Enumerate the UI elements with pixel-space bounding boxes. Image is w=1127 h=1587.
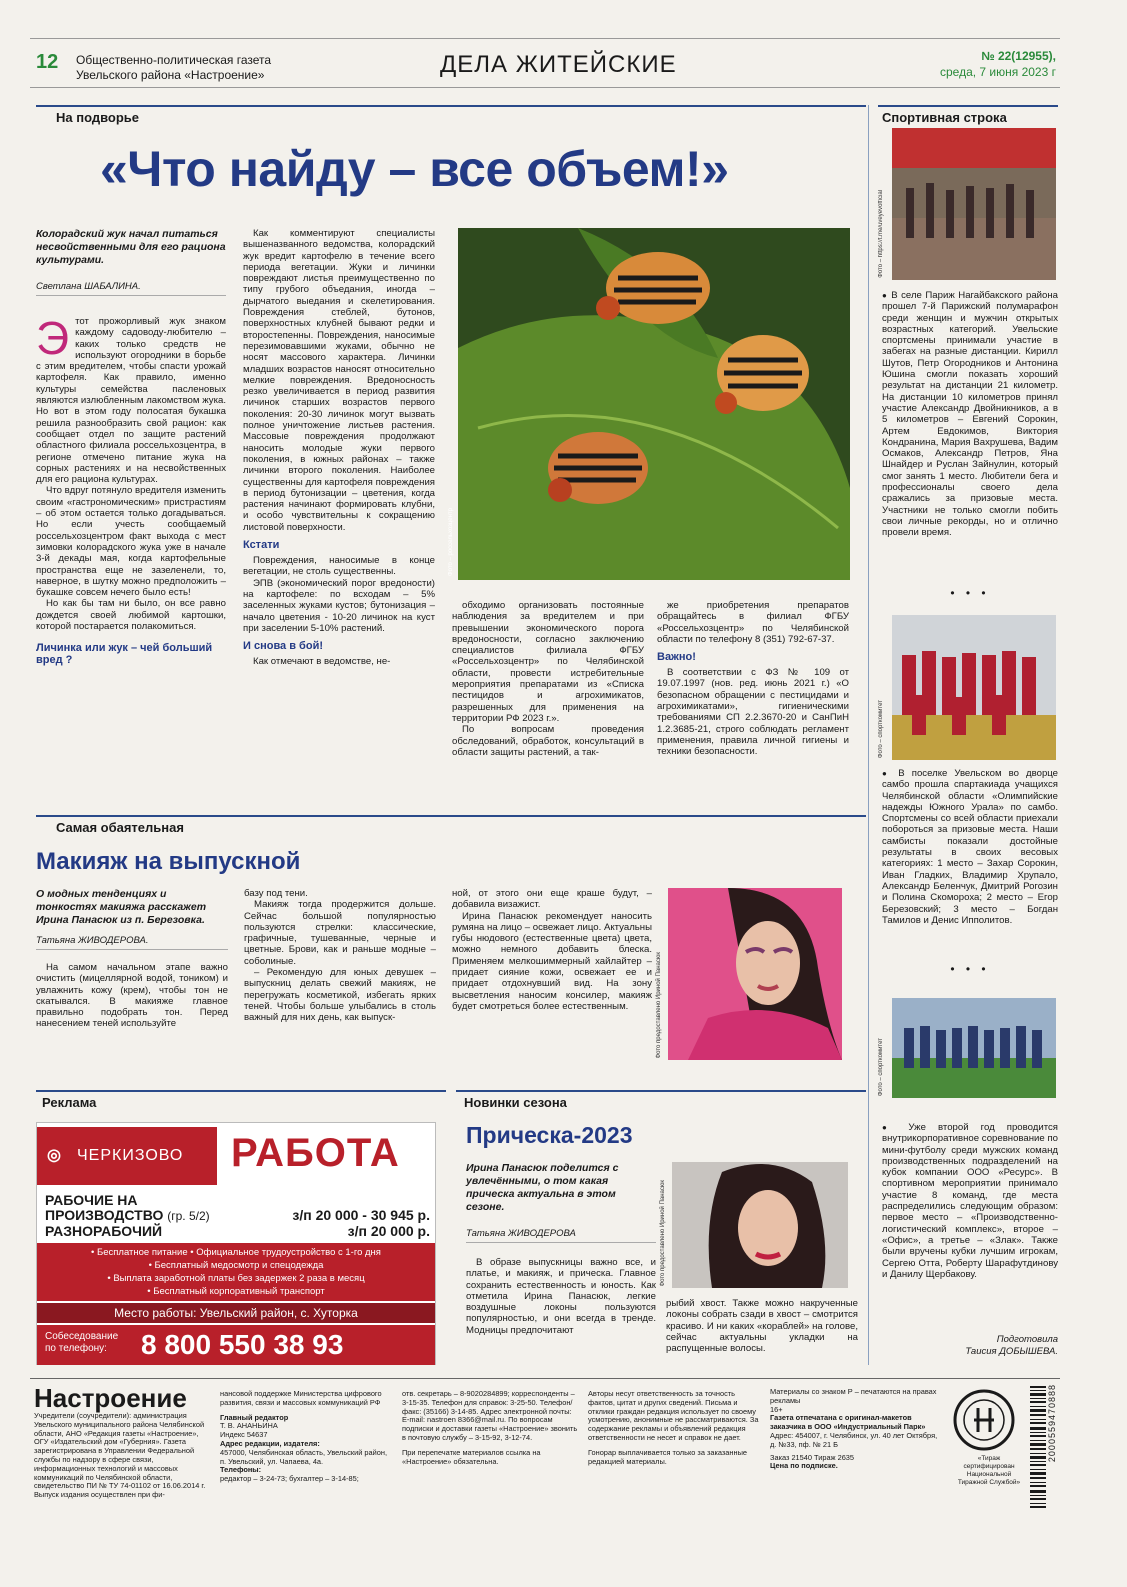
makeup-column-2 [244,888,436,1024]
footer-price: Цена по подписке. [770,1461,838,1471]
ad-benefit-4: • Бесплатный корпоративный транспорт [147,1286,325,1297]
ad-line2-note: (гр. 5/2) [167,1209,210,1223]
barcode-icon [1030,1384,1046,1510]
makeup-lead: О модных тенденциях и тонкостях макияжа расскажет Ирина Панасюк из п. Березовка. [36,888,207,926]
circulation-seal [952,1388,1026,1487]
beetle-rubric: На подворье [36,105,866,125]
beetle-col2-p1: Как комментируют специалисты вышеназванного ведомства, колорадский жук вредит картофелю в течение всего периода вегетации. Жуки и личинки повреждают листья преимущественно по типу грубого объедания, иногда –дырчатого выедания и скелетирования. Повреждения стеблей, бутонов, поверхностных клубней бывают редки и второстепенны. Повреждения, наносимые перезимовавшими жуками, обычно не носят массового характера. Личинки младших возрастов наносят относительно мелкие повреждения. Вредоносность резко увеличивается в период развития личинок старших возрастов первого поколения: 20-30 личинок могут вызвать полное уничтожение листьев растения. Массовые повреждения продолжают наносить молодые жуки первого поколения, в южных районах – также личинки второго поколения. Наиболее существенны для картофеля повреждения в период бутонизации – цветения, когда растения начинают формировать клубни, и особо чувствительны к сокращению листовой поверхности. [243,228,435,533]
issue-date: среда, 7 июня 2023 г [939,65,1056,79]
ad-phone[interactable]: 8 800 550 38 93 [141,1329,344,1360]
ad-line3-pay: з/п 20 000 р. [347,1223,430,1239]
beetle-col2-p2: Повреждения, наносимые в конце вегетации, не столь существенны. [243,555,435,578]
page-header [30,38,1060,88]
ad-line3-label: РАЗНОРАБОЧИЙ [45,1223,163,1239]
footer-phones-label: Телефоны: [220,1465,262,1475]
ad-line2-label: ПРОИЗВОДСТВО [45,1207,164,1223]
hair-col1: В образе выпускницы важно все, и платье, и макияж, и прическа. Главное сохранить естественность и юность. Как отметила Ирина Панасюк, легкие воздушные локоны пользуются популярностью, и они всегда в тренде. Модницы предпочитают [466,1257,656,1336]
sport-rubric: Спортивная строка [878,105,1058,125]
beetle-col1-p1: тот прожорливый жук знаком каждому садоводу-любителю – каких только средств не используют огородники в борьбе с этим вредителем, чтобы спасти урожай картофеля. Как правило, именно культуры семейства пасленовых являются излюбленным лакомством жука. Но вот в этом году полосатая букашка решила разнообразить свой рацион: как сообщает отдел по защите растений областного филиала россельхозцентра, в регионе отмечено питание жука на сорных растениях и на несвойственных для его рациона культурах. [36,316,226,486]
footer-divider [30,1378,1060,1379]
ad-line1: РАБОЧИЕ НА [45,1192,138,1208]
ad-workplace: Место работы: Увельский район, с. Хуторка [37,1303,435,1323]
beetle-3 [548,432,648,504]
footer-index: Индекс 54637 [220,1430,268,1440]
beetle-subhead-2: Кстати [243,539,280,552]
ad-interview-label-1: Собеседование [45,1331,119,1342]
beetle-col1-text [36,312,226,633]
sport-item-3-text: Уже второй год проводится внутрикорпоративное соревнование по мини-футболу среди мужских команд производственных подразделений на кубок компании ООО «Ресурс». В спортивном мероприятии принимало участие 8 команд, где места распределились следующим образом: первое место – «Производственно-логистический комплекс», второе – «Офис», а третье – «Злак». Также были вручены кубки лучшим игрокам, Сергею Отта, Роберту Шарафутдинову и Данилу Щербакову. [882,1122,1058,1280]
footer-block [30,1384,1060,1514]
ad-interview [37,1325,435,1365]
makeup-col1: На самом начальном этапе важно очистить (мицеллярной водой, тоником) и увлажнить кожу (крем), чтобы тон не скатывался. В макияже главное правильно подобрать тон. Перед нанесением теней используйте [36,962,228,1030]
seal-note: «Тираж сертифицирован Национальной Тиражной Службой» [957,1454,1021,1486]
makeup-rubric: Самая обаятельная [36,815,866,835]
makeup-column-1 [36,888,228,1030]
ad-benefit-2: • Бесплатный медосмотр и спецодежда [148,1260,324,1271]
footer-printed-address: Адрес: 454007, г. Челябинск, ул. 40 лет Октября, д. №33, пф. № 21 Б [770,1430,938,1449]
barcode [1030,1384,1058,1510]
footer-contacts: отв. секретарь – 8-9020284899; корреспонденты – 3-15-35. Телефон для справок: 3-25-50. Телефон/факс: (35166) 3-14-85. Адрес электронной почты: E-mail: nastroen 8366@mail.ru. По вопросам подписки и доставки газеты «Настроение» звонить в почтовую службу – 3-15-92, 3-12-74. [402,1389,578,1442]
makeup-photo-credit: Фото предоставлено Ириной Панасюк [656,951,662,1058]
football-team-image [892,998,1056,1098]
beetle-title: «Что найду – все объем!» [100,141,729,197]
ad-rubric: Реклама [36,1090,446,1110]
footer-disclaimer: Авторы несут ответственность за точность фактов, цитат и других сведений. Письма и отклики граждан редакция использует по своему усмотрению, анонимные не рассматриваются. За содержание рекламы и объявлений редакция ответственности не несет и справок не дает. [588,1389,759,1442]
footer-col-5 [770,1388,944,1471]
beetle-subhead-4: Важно! [657,651,696,664]
hair-title: Прическа-2023 [466,1122,633,1148]
makeup-portrait-image [668,888,842,1060]
beetle-col4-p2: В соответствии с ФЗ № 109 от 19.07.1997 (нов. ред. июнь 2021 г.) «О безопасном обращении с пестицидами и агрохимикатами», гигиеническими требованиями СП 2.2.3670-20 и СанПиН 1.2.3685-21, строго соблюдать регламент применения, правила личной гигиены и техники безопасности. [657,667,849,758]
beetle-col2-p3: ЭПВ (экономический порог вредоности) на картофеле: по всходам – 5% заселенных жуками кустов; бутонизация – начало цветения - 10-20 личинок на куст при заселении 5-10% растений. [243,577,435,634]
footer-editor-name: Т. В. АНАНЬИНА [220,1421,278,1431]
footer-editor-label: Главный редактор [220,1412,289,1422]
makeup-column-3 [452,888,652,1012]
beetle-col3-p1: обходимо организовать постоянные наблюдения за вредителем и при превышении экономического порога вредоносности, согласно заключению специалистов филиала ФГБУ «Россельхозцентр» по Челябинской области, провести истребительные мероприятия препаратами из «Списка пестицидов и агрохимикатов, разрешенных для применения на территории РФ 2023 г.». [452,600,644,724]
beetle-author: Светлана ШАБАЛИНА. [36,281,226,296]
hair-rubric: Новинки сезона [456,1090,866,1110]
ad-benefits [37,1243,435,1301]
footer-ad-mark: Материалы со знаком Р – печатаются на правах рекламы [770,1387,937,1405]
sambo-team-image [892,615,1056,760]
hair-portrait-image [672,1162,848,1288]
sport-divider [868,105,869,1365]
makeup-col2-p2: Макияж тогда продержится дольше. Сейчас большой популярностью пользуются стрелки: классические, графичные, тушеванные, черные и цветные. Брови, как и раньше модные – соболиные. [244,899,436,967]
footer-founders: Учредители (соучредители): администрация Увельского муниципального района Челябинской области, АНО «Редакция газеты «Настроение», ОГУ «Издательский дом «Губерния». Газета зарегистрирована в Управлении Федеральной службы по надзору в сфере связи, информационных технологий и массовых коммуникаций по Челябинской области, свидетельство ПИ № ТУ 74-01102 от 16.06.2014 г. Выпуск издания осуществлен при фи- [34,1411,206,1500]
beetle-col1-p2: Что вдруг потянуло вредителя изменить своим «гастрономическим» пристрастиям – об этом остается только догадываться. Но если учесть сообщаемый россельхозцентром факт выхода с мест зимовки колорадского жука уже в начале 3-й декады мая, когда картофельные пространства еще не зазеленели, то, наверное, в шутку можно предположить – букашке совсем нечего было есть! [36,485,226,599]
marathon-image [892,128,1056,280]
makeup-col2-p3: – Рекомендую для юных девушек – выпускниц делать свежий макияж, не перегружать косметикой, избегать ярких теней. Чтобы больше улыбались в столь важный для них день, как выпуск- [244,967,436,1024]
beetle-leaf-image [458,228,850,580]
ad-line2-pay: з/п 20 000 - 30 945 р. [292,1207,430,1223]
beetle-column-4 [657,600,849,758]
page-number: 12 [36,51,59,73]
hair-photo-credit: Фото предоставлено Ириной Панасюк [660,1179,666,1286]
hair-col2: рыбий хвост. Также можно накрученные локоны собрать сзади в хвост – смотрится красиво. И ни каких «кораблей» на голове, сейчас актуальны укладки на распущенные волосы. [666,1298,858,1355]
ad-headline: РАБОТА [231,1131,400,1175]
sport-photo-2-credit: Фото – спорткомитет [878,699,884,758]
seal-icon [952,1388,1016,1452]
beetle-subhead-1: Личинка или жук – чей больший вред ? [36,642,213,667]
footer-printed-label: Газета отпечатана с оригинал-макетов заказчика в ООО «Индустриальный Парк» [770,1413,926,1432]
beetle-dropcap: Э [36,312,70,364]
beetle-lead: Колорадский жук начал питаться несвойственными для его рациона культурами. [36,228,226,266]
hair-column-1 [466,1162,656,1336]
footer-col-2 [220,1390,392,1484]
footer-col-3 [402,1390,578,1466]
hair-photo [660,1162,848,1288]
footer-logo: Настроение [34,1383,187,1413]
footer-col-1 [34,1384,210,1500]
footer-phones: редактор – 3-24-73; бухгалтер – 3-14-85; [220,1474,359,1484]
footer-reprint: При перепечатке материалов ссылка на «Настроение» обязательна. [402,1447,541,1466]
footer-address-label: Адрес редакции, издателя: [220,1438,320,1448]
ad-benefit-3: • Выплата заработной платы без задержек 2 раза в месяц [107,1273,365,1284]
makeup-title: Макияж на выпускной [36,848,301,875]
sport-dots-1: • • • [950,586,990,600]
barcode-number: 2000559470888 [1047,1384,1057,1463]
sport-dots-2: • • • [950,962,990,976]
makeup-photo [656,888,842,1060]
paper-line-2: Увельского района «Настроение» [76,68,265,82]
footer-fee: Гонорар выплачивается только за заказанные редакцией материалы. [588,1447,747,1466]
ad-job-1 [45,1193,430,1239]
beetle-column-2 [243,228,435,667]
sport-item-2-text: В поселке Увельском во дворце самбо прошла спартакиада учащихся Челябинской области «Олимпийские надежды Южного Урала» по самбо. Спортсмены со всей области приехали побороться за призовые места. Наши самбисты показали достойные результаты в своих весовых категориях: 1 место – Захар Сорокин, Иван Гладких, Владимир Хрупало, Александр Беленчук, Дмитрий Рогозин и Полина Скомороха; 2 место – Егор Березовский; 3 место – Богдан Тамилов и Денис Ипполитов. [882,768,1058,926]
footer-support: нансовой поддержке Министерства цифрового развития, связи и массовых коммуникаций РФ [220,1389,382,1407]
beetle-col1-p3: Но как бы там ни было, он все равно дождется своей любимой картошки, которой постарается полакомиться. [36,598,226,633]
beetle-subhead-3: И снова в бой! [243,640,323,653]
makeup-col3-p2: Ирина Панасюк рекомендует наносить румяна на лицо – освежает лицо. Актуальны губы нюдового (естественные цвета) цвета, можно немного добавить блеска. Применяем мелкошиммерный хайлайтер – придает сияние кожи, освежает ее и придает отдохнувший вид. На зону высветления наносим консилер, макияж будет смотреться более естественным. [452,910,652,1012]
beetle-col3-p2: По вопросам проведения обследований, обработок, консультаций в области защиты растений, а так- [452,724,644,758]
beetle-column-1 [36,228,226,670]
ad-benefit-1: • Бесплатное питание • Официальное трудоустройство с 1-го дня [91,1247,381,1258]
hair-column-2 [666,1298,858,1354]
beetle-col2-p4: Как отмечают в ведомстве, не- [253,656,391,668]
cherkizovo-logo-icon: ◎ [47,1147,61,1164]
sport-item-3: ● Уже второй год проводится внутрикорпоративное соревнование по мини-футболу среди мужских команд производственных подразделений на кубок компании ООО «Ресурс». В спортивном мероприятии принимало участие 8 команд, где места распределились следующим образом: первое место – «Производственно-логистический комплекс», второе – «Офис», а третье – «Злак». Также были вручены кубки лучшим игрокам, Сергею Отта, Роберту Шарафутдинову и Данилу Щербакову. [882,1122,1058,1280]
makeup-author: Татьяна ЖИВОДЕРОВА. [36,935,228,950]
ad-interview-label-2: по телефону: [45,1343,107,1354]
makeup-col2-p1: базу под тени. [244,888,308,899]
issue-number: № 22(12955), [981,49,1056,63]
sport-item-1-text: В селе Париж Нагайбакского района прошел 7-й Парижский полумарафон среди женщин и мужчин открытых возрастных категорий. Увельские спортсмены принимали участие в забегах на разные дистанции. Кирилл Шутов, Петр Огородников и Антонина Юшина смогли показать хороший результат на дистанции 21 километр. На дистанции 10 километров принял участие Александр Двойникников, а в 5 километров – Евгений Сорокин, Артем Евдокимов, Виктория Кондранина, Мария Вахрушева, Вадим Осмаков, Александр Петров, Яна Шнайдер и Руслан Зайнулин, который смог занять 1 место. Любители бега и профессионалы своего дела сражались за призовые места. Участники не только смогли побить свои личные рекорды, но и отлично провели время. [882,290,1058,539]
sport-photo-3 [878,998,1056,1098]
beetle-column-3 [452,600,644,758]
beetle-col4-p1: же приобретения препаратов обращайтесь в филиал ФГБУ «Россельхозцентр» по Челябинской области по телефону 8 (351) 792-67-37. [657,600,849,645]
hair-author: Татьяна ЖИВОДЕРОВА [466,1228,656,1243]
sport-prepared-name: Таисия ДОБЫШЕВА. [965,1346,1058,1357]
paper-line-1: Общественно-политическая газета [76,53,272,67]
sport-photo-1-credit: Фото – https://t.me/uveyevofficial [878,190,884,278]
sport-item-2: ● В поселке Увельском во дворце самбо прошла спартакиада учащихся Челябинской области «Олимпийские надежды Южного Урала» по самбо. Спортсмены со всей области приехали побороться за призовые места. Наши самбисты показали достойные результаты в своих весовых категориях: 1 место – Захар Сорокин, Иван Гладких, Владимир Хрупало, Александр Беленчук, Дмитрий Рогозин и Полина Скомороха; 2 место – Егор Березовский; 3 место – Богдан Тамилов и Денис Ипполитов. [882,768,1058,926]
ad-brand-bar [37,1127,217,1185]
footer-col-4 [588,1390,760,1466]
job-ad [36,1122,436,1365]
footer-order: Заказ 21540 Тираж 2635 [770,1452,855,1462]
ad-brand: ЧЕРКИЗОВО [77,1147,184,1164]
sport-photo-2 [878,615,1056,760]
beetle-photo [448,228,850,580]
sport-photo-3-credit: Фото – спорткомитет [878,1037,884,1096]
section-title: ДЕЛА ЖИТЕЙСКИЕ [440,51,677,78]
ad-interview-label [45,1331,118,1355]
sport-photo-1 [878,128,1056,280]
sport-prepared [882,1334,1058,1358]
makeup-col3-p1: ной, от этого они еще краше будут, – добавила визажист. [452,888,652,911]
footer-address: 457000, Челябинская область, Увельский район, п. Увельский, ул. Чапаева, 4а. [220,1447,388,1466]
sport-item-1: ● В селе Париж Нагайбакского района прошел 7-й Парижский полумарафон среди женщин и мужчин открытых возрастных категорий. Увельские спортсмены принимали участие в забегах на разные дистанции. Кирилл Шутов, Петр Огородников и Антонина Юшина смогли показать хороший результат на дистанции 21 километр. На дистанции 10 километров принял участие Александр Двойникников, а в 5 километров – Евгений Сорокин, Артем Евдокимов, Виктория Кондранина, Мария Вахрушева, Вадим Осмаков, Александр Петров, Яна Шнайдер и Руслан Зайнулин, который смог занять 1 место. Любители бега и профессионалы своего дела сражались за призовые места. Участники не только смогли побить свои личные рекорды, но и отлично провели время. [882,290,1058,539]
beetle-photo-credit: Фото – россельхозцентр [448,508,454,576]
footer-age: 16+ [770,1404,783,1414]
hair-lead: Ирина Панасюк поделится с увлечёнными, о том какая прическа актуальна в этом сезоне. [466,1162,619,1213]
sport-prepared-label: Подготовила [996,1334,1058,1345]
